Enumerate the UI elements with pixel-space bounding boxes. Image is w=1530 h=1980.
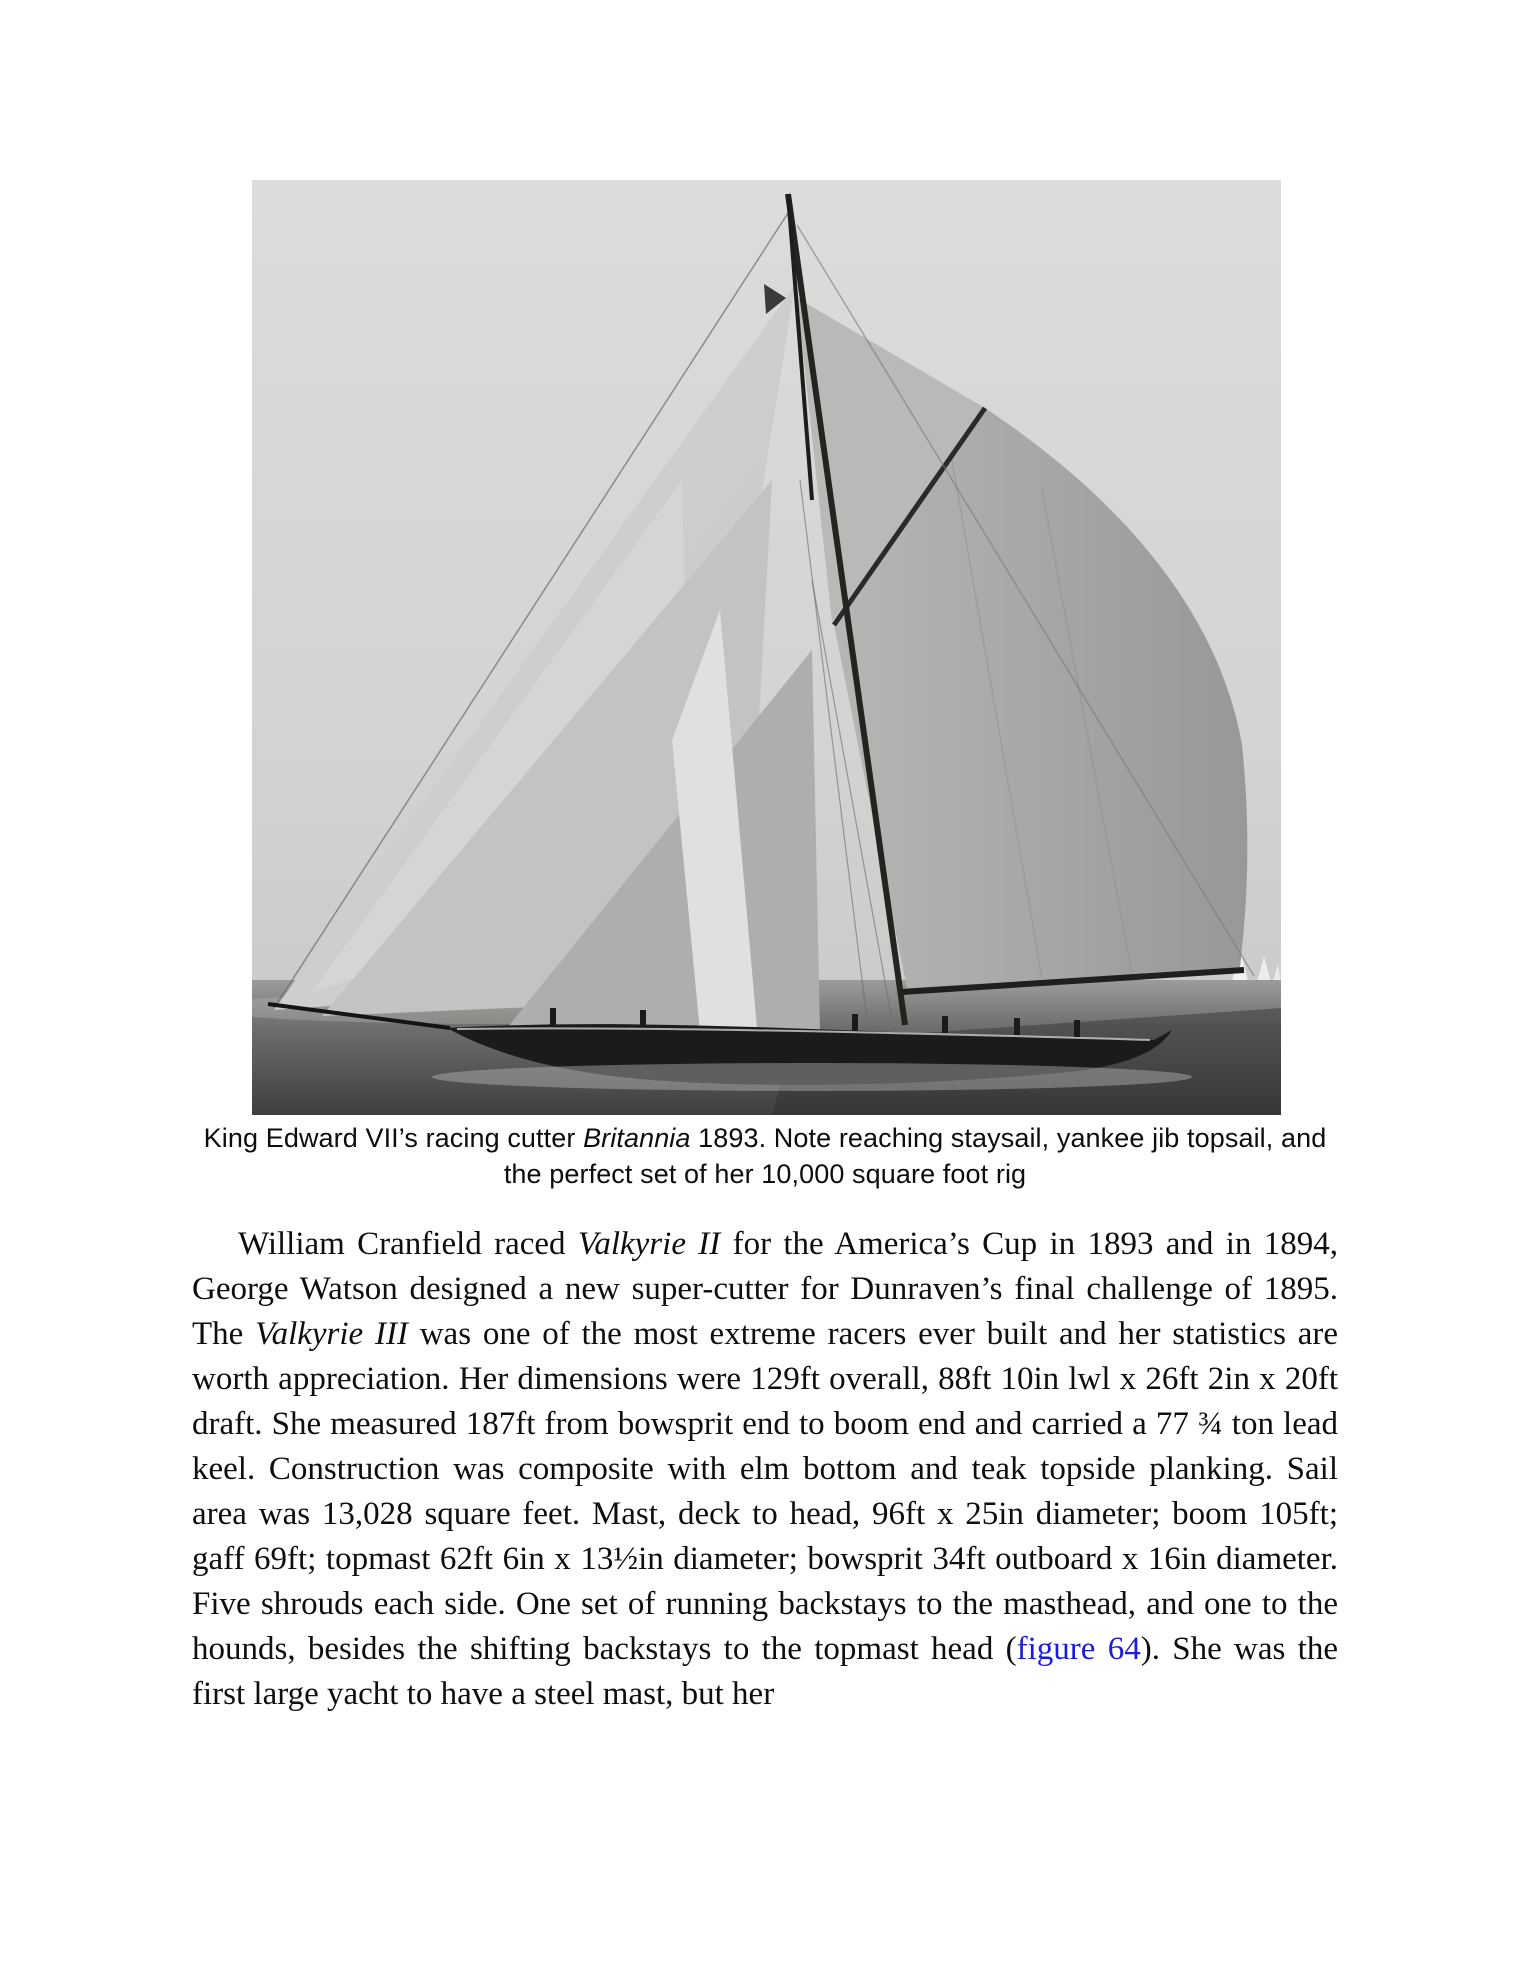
paragraph-text: ). She was the first large yacht to have a steel mast, but her [192,1631,1338,1712]
photo-caption-line2 [150,1156,1380,1192]
photo-caption-line1 [150,1120,1380,1156]
crew-figure [852,1014,858,1031]
photo-caption [150,1120,1380,1192]
figure-64-link[interactable]: figure 64 [1016,1631,1141,1667]
crew-figure [550,1008,556,1025]
paragraph-text: William Cranfield raced [238,1226,578,1262]
britannia-photo-svg [252,180,1281,1115]
caption-britannia-italic: Britannia [583,1123,691,1153]
valkyrie-iii-italic: Valkyrie III [255,1316,408,1352]
crew-figure [1014,1018,1020,1035]
britannia-photo [252,180,1281,1115]
crew-figure [640,1010,646,1027]
caption-text: King Edward VII’s racing cutter [203,1123,584,1153]
body-paragraph [192,1222,1338,1717]
paragraph-text: was one of the most extreme racers ever built and her statistics are worth appreciation. Her dimensions were 129ft overall, 88ft 10in lwl x 26ft 2in x 20ft draft. She measured 187ft from bowsprit end to boom end and carried a 77 ¾ ton lead keel. Construction was composite with elm bottom and teak topside planking. Sail area was 13,028 square feet. Mast, deck to head, 96ft x 25in diameter; boom 105ft; gaff 69ft; topmast 62ft 6in x 13½in diameter; bowsprit 34ft outboard x 16in diameter. Five shrouds each side. One set of running backstays to the masthead, and one to the hounds, besides the shifting backstays to the topmast head ( [192,1316,1338,1667]
wake-foam [432,1063,1192,1091]
paragraph-text: for the America’s Cup in 1893 and in 1894, George Watson designed a new super-cutter for Dunraven’s final challenge of 1895. The [192,1226,1338,1352]
valkyrie-ii-italic: Valkyrie II [577,1226,721,1262]
caption-text: 1893. Note reaching staysail, yankee jib topsail, and [690,1123,1327,1153]
crew-figure [1074,1020,1080,1037]
crew-figure [942,1016,948,1033]
caption-text: the perfect set of her 10,000 square foot rig [503,1159,1027,1189]
